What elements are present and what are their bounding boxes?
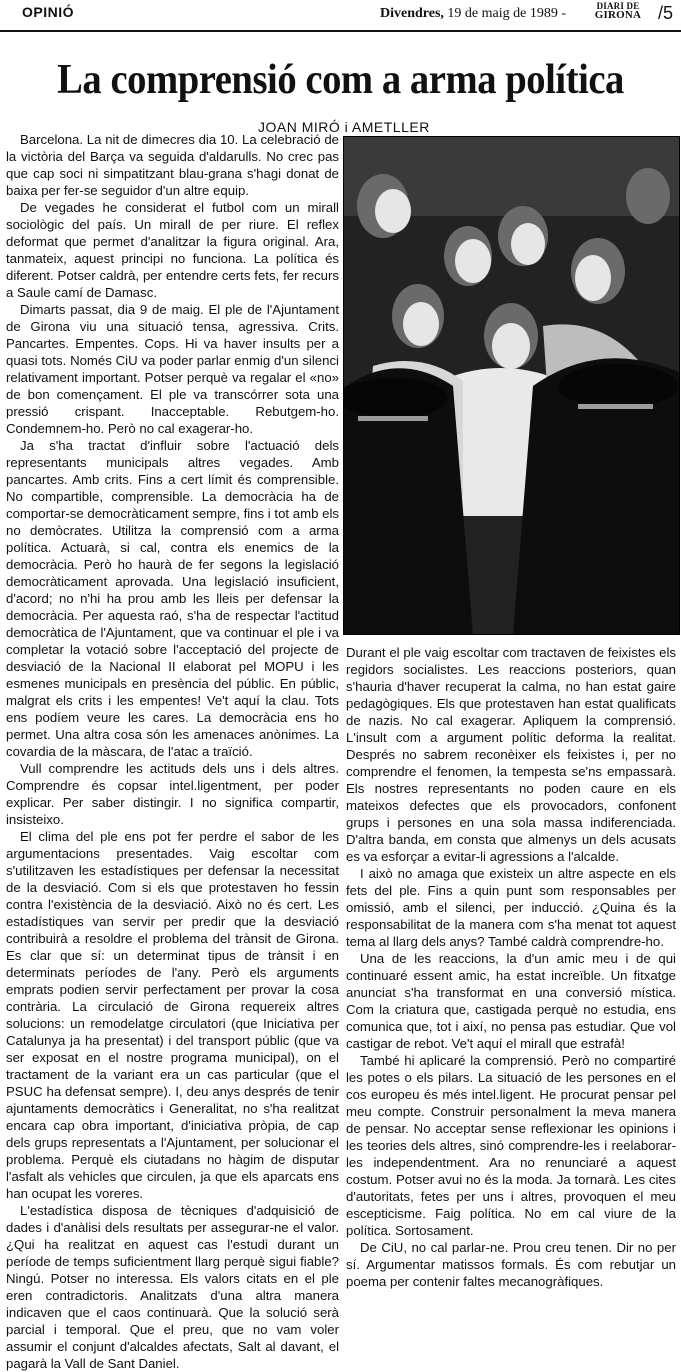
article-column-2 [346,644,676,1290]
article-author: JOAN MIRÓ i AMETLLER [258,119,430,135]
paragraph: I això no amaga que existeix un altre aspecte en els fets del ple. Fins a quin punt som responsables per omissió, amb el silenci, per inducció. ¿Quina és la responsabilitat de la manera com s'ha menat tot aquest tema al llarg dels anys? També caldrà comprendre-ho. [346,866,676,949]
paragraph: El clima del ple ens pot fer perdre el sabor de les argumentacions presentades. Vaig escoltar com s'utilitzaven les estadístiques per defensar la necessitat de la desviació. Com si els que protestaven ho fessin contra l'existència de la desviació. Això no és cert. Les estadístiques van servir per predir que la desviació contribuirà a resoldre el problema del trànsit de Girona. Es clar que sí: un determinat tipus de trànsit i en determinats períodes de l'any. Però els arguments emprats podien servir perfectament per provar la cosa contrària. La circulació de Girona requereix altres solucions: un remodelatge circulatori (que Iniciativa per Catalunya ja ha presentat) i del transport públic (que va ser exposat en el nostre programa municipal), on el tractament de la variant era un cas particular (que el PSUC ha defensat sempre). I, deu anys després de tenir ajuntaments democràtics i Generalitat, no s'ha realitzat encara cap obra important, d'iniciativa pròpia, de cap dels grups representats a l'Ajuntament, per solucionar el problema. Perquè els ciutadans no hàgim de disputar l'asfalt als vehicles que circulen, ja que els aparcats ens han ocupat les voreres. [6,829,339,1201]
paragraph: Durant el ple vaig escoltar com tractaven de feixistes els regidors socialistes. Les reaccions posteriors, quan s'hauria d'haver recuperat la calma, no han estat gaire pedagògiques. Els que protestaven han estat qualificats de nazis. No cal exagerar. Apliquem la comprensió. L'insult com a argument polític deforma la realitat. Després no sabrem reconèixer els feixistes i, per no comprendre el fenomen, la tempesta se'ns empassarà. Els nostres representants no poden caure en els mateixos defectes que els provocadors, confonent grups i persones en una sola massa indiferenciada. D'altra banda, em consta que almenys un dels acusats es va esforçar a evitar-li agressions a l'alcalde. [346,645,676,864]
paragraph: Vull comprendre les actituds dels uns i dels altres. Comprendre és copsar intel.ligentment, per poder explicar. Per saber distingir. I no significa compartir, insisteixo. [6,761,339,827]
article-title: La comprensió com a arma política [57,57,624,103]
news-photo [343,136,680,635]
paragraph: Ja s'ha tractat d'influir sobre l'actuació dels representants municipals altres vegades. Amb pancartes. Amb crits. Fins a cert límit és comprensible. No compartible, comprensible. La democràcia ha de comportar-se democràticament sempre, fins i tot amb els no demòcrates. Utilitza la comprensió com a arma política. Actuarà, si cal, contra els enemics de la democràcia. Però ho haurà de fer segons la legislació democràticament aprovada. Una legislació insuficient, d'acord; no n'hi ha prou amb les lleis per defensar la democràcia. Per aquesta raó, s'ha de respectar l'actitud democràtica de l'Ajuntament, que va continuar el ple i va completar la votació sobre l'acceptació del projecte de desviació de la Nacional II elaborat pel MOPU i les esmenes municipals en presència del públic. En públic, malgrat els crits i les empentes! Ve't aquí la clau. Tots ens podíem veure les cares. La democràcia ens ho permet. Una altra cosa són les amenaces anònimes. La covardia de la màscara, de l'atac a traïció. [6,438,339,759]
logo-line1: DIARI DE [596,1,640,11]
paragraph: De CiU, no cal parlar-ne. Prou creu tenen. Dir no per sí. Argumentar matissos formals. És com rebutjar un poema per contenir faltes mecanogràfiques. [346,1240,676,1289]
paragraph: També hi aplicaré la comprensió. Però no compartiré les potes o els pilars. La situació de les persones en el cos europeu és més intel.ligent. He procurat pensar pel meu compte. Construir personalment la meva manera de pensar. No acceptar sense reflexionar les opinions i les teories dels altres, sinó comprendre-les i reelaborar-les independentment. Ara no renunciaré a aquest costum. Potser avui no és la moda. Ja tornarà. Les cites d'autoritats, fetes per uns i altres, provoquen el meu escepticisme. Faig política. No em cal viure de la política. Sortosament. [346,1053,676,1238]
crowd-photo-illustration [343,136,680,635]
paragraph: Dimarts passat, dia 9 de maig. El ple de l'Ajuntament de Girona viu una situació tensa, agressiva. Crits. Pancartes. Empentes. Cops. Hi va haver insults per a quasi tots. Només CiU va poder parlar enmig d'un silenci relativament important. Potser perquè va regalar el «no» de bon començament. El ple va transcórrer sota una pressió crispant. Inacceptable. Rebutgem-ho. Condemnem-ho. Però no cal exagerar-ho. [6,302,339,436]
paragraph: L'estadística disposa de tècniques d'adquisició de dades i d'anàlisi dels resultats per assegurar-ne el valor. ¿Qui ha realitzat en aquest cas l'estudi durant un període de temps suficientment llarg perquè sigui fiable? Ningú. Potser no interessa. Els valors citats en el ple eren contradictoris. Analitzats d'una altra manera indicaven que el caos continuarà. Que la solució serà parcial i temporal. Que el preu, que no vam voler assumir el conjunt d'alcaldes afectats, Salt al davant, el pagarà la Vall de Sant Daniel. [6,1203,339,1371]
date-day: Divendres, [380,6,444,21]
paragraph: De vegades he considerat el futbol com un mirall sociològic del país. Un mirall de per riure. El reflex deformat que permet d'analitzar la figura original. Ara, tanmateix, aquest principi no funciona. La política és diferent. Potser caldrà, per entendre certs fets, fer recurs a Saule camí de Damasc. [6,200,339,300]
logo-line2: GIRONA [594,9,642,21]
paragraph: Barcelona. La nit de dimecres dia 10. La celebració de la victòria del Barça va seguida d'aldarulls. No crec pas que cap soci ni simpatitzant blau-grana s'hagi donat de baixa per fer-se seguidor d'un altre equip. [6,132,339,198]
dateline [380,6,566,22]
paragraph: Una de les reaccions, la d'un amic meu i de qui continuaré essent amic, ha estat increïble. Un fitxatge anunciat s'ha transformat en una conversió mística. Com la criatura que, castigada perquè no estudia, ens comunica que, tot i així, no pensa pas estudiar. Que vol castigar de rebot. Ve't aquí el mirall que estrafà! [346,951,676,1051]
article-column-1 [6,131,339,1372]
page-header [0,0,681,32]
page-number: /5 [657,3,673,23]
date-rest: 19 de maig de 1989 - [443,6,567,21]
section-label: OPINIÓ [22,4,75,20]
newspaper-logo [592,2,644,20]
